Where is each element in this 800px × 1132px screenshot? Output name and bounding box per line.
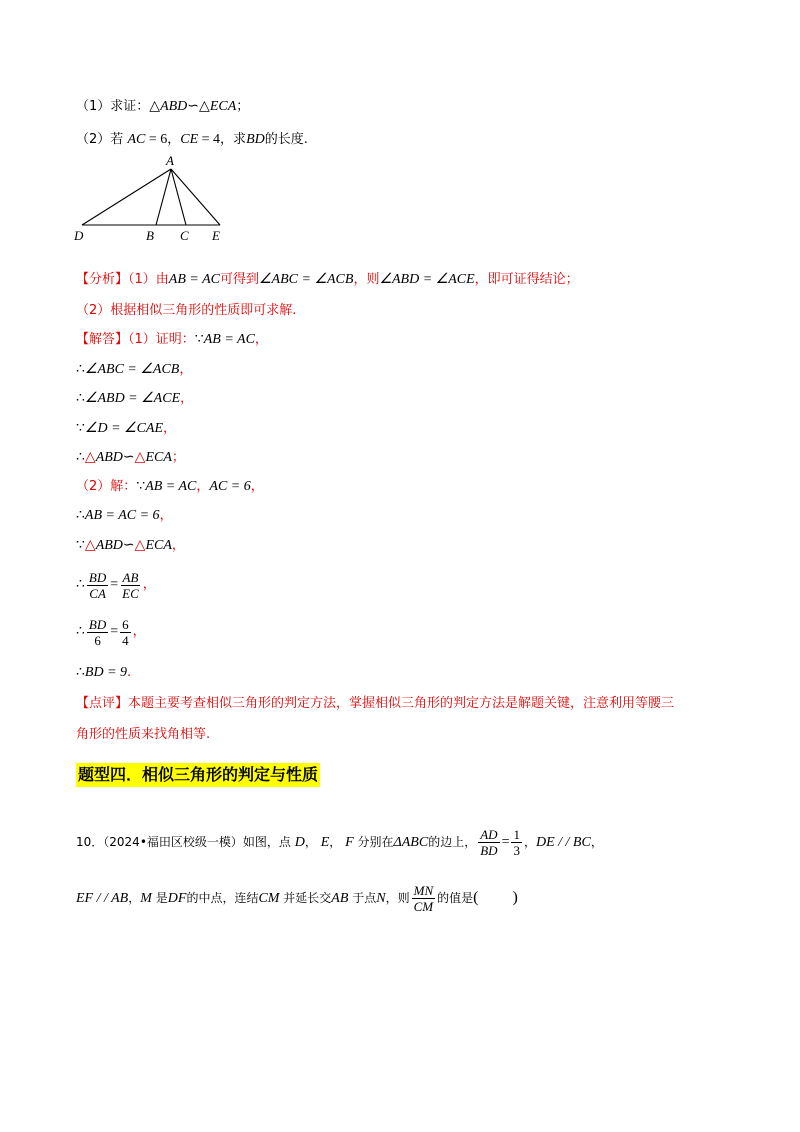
point-d: D: [294, 835, 305, 850]
numerator: AD: [480, 827, 498, 842]
part2-line: [76, 131, 308, 149]
triangle-symbol: △: [134, 450, 146, 465]
fraction-one-third: [511, 827, 522, 858]
equals-sign: =: [110, 577, 119, 592]
math-step: AC = 6: [209, 479, 251, 494]
denominator: 3: [513, 843, 520, 858]
text: （1）由: [128, 272, 169, 287]
triangle-symbol: △: [84, 538, 96, 553]
text: 的中点，连结: [186, 891, 259, 905]
part2-solution-label: （2）解：: [76, 479, 137, 494]
punctuation: ，: [142, 577, 156, 592]
punctuation: ，: [180, 391, 194, 406]
answer-paren-close: ): [512, 889, 518, 906]
text: ，则: [385, 891, 410, 905]
punctuation: ；: [236, 99, 250, 114]
punctuation: ，: [179, 362, 193, 377]
triangle-abc: ΔABC: [393, 835, 429, 850]
fraction-bd-ca: [87, 570, 108, 601]
solution-line7: [76, 507, 173, 525]
math-result: BD = 9: [84, 665, 128, 680]
math-bd: BD: [246, 132, 265, 147]
fraction-ab-ec: [120, 570, 141, 601]
math-value: = 6: [145, 132, 168, 147]
solution-line11: [76, 664, 131, 682]
math-de-parallel-bc: DE / / BC: [535, 835, 591, 850]
therefore-symbol: ∴: [76, 391, 85, 406]
similar-symbol: ∽: [187, 99, 200, 114]
numerator: MN: [413, 883, 434, 898]
triangle-figure: [70, 152, 240, 244]
math-ac: AC: [127, 132, 146, 147]
text: 可得到: [219, 272, 259, 287]
therefore-symbol: ∴: [76, 450, 85, 465]
equals-sign: =: [110, 624, 119, 639]
math-angle-eq: ∠ABC = ∠ACB: [259, 272, 354, 287]
denominator: CA: [89, 585, 106, 601]
segment-da: [82, 169, 171, 225]
triangle-abd: ABD: [95, 538, 123, 553]
punctuation: ，: [196, 479, 210, 494]
punctuation: ，: [132, 624, 146, 639]
section-heading: 题型四．相似三角形的判定与性质: [76, 763, 320, 787]
comment-text: 本题主要考查相似三角形的判定方法，掌握相似三角形的判定方法是解题关键，注意利用等腰三: [128, 696, 675, 711]
label-b: B: [146, 228, 154, 243]
punctuation: ，: [254, 332, 268, 347]
solution-line10: [76, 614, 146, 651]
point-e: E: [320, 835, 330, 850]
point-f: F: [345, 835, 354, 850]
because-symbol: ∵: [194, 332, 204, 347]
text: 于点: [352, 891, 377, 905]
solution-line4: [76, 420, 176, 438]
therefore-symbol: ∴: [76, 665, 85, 680]
punctuation: ，: [304, 835, 317, 849]
punctuation: ，: [523, 835, 536, 849]
part1-line: [76, 98, 249, 116]
part1-text: 求证：: [110, 99, 150, 114]
solution-line8: [76, 537, 185, 555]
fraction-6-4: [120, 617, 131, 648]
part2-number: （2）: [76, 132, 111, 147]
triangle-symbol: △: [134, 538, 146, 553]
denominator: 6: [94, 632, 101, 648]
fraction-mn-cm: [412, 883, 436, 914]
math-ce: CE: [180, 132, 199, 147]
math-step: AB = AC: [145, 479, 197, 494]
denominator: 4: [122, 632, 129, 648]
therefore-symbol: ∴: [76, 508, 85, 523]
part1-number: （1）: [76, 99, 111, 114]
text: ，求: [220, 132, 247, 147]
text: 分别在: [357, 835, 394, 849]
text: 的长度.: [264, 132, 308, 147]
segment-ab: AB: [331, 891, 349, 906]
analysis-line2: （2）根据相似三角形的性质即可求解.: [76, 303, 297, 318]
solution-line5: [76, 449, 185, 467]
similar-symbol: ∽: [122, 538, 135, 553]
answer-paren-open: (: [473, 889, 479, 906]
denominator: BD: [480, 843, 498, 858]
therefore-symbol: ∴: [76, 624, 85, 639]
triangle-eca: ECA: [209, 99, 237, 114]
label-d: D: [74, 228, 84, 243]
math-step: AB = AC: [203, 332, 255, 347]
question10-line2: [76, 876, 518, 921]
solution-line2: [76, 361, 192, 379]
triangle-symbol: △: [149, 99, 161, 114]
numerator: BD: [88, 569, 107, 585]
punctuation: ，: [171, 538, 185, 553]
punctuation: ；: [171, 450, 185, 465]
triangle-symbol: △: [199, 99, 210, 114]
text: 若: [110, 132, 124, 147]
text: 是: [155, 891, 168, 905]
punctuation: ，: [250, 479, 264, 494]
triangle-symbol: △: [84, 450, 96, 465]
solution-line6: [76, 478, 264, 496]
punctuation: ，: [163, 421, 177, 436]
punctuation: ，: [159, 508, 173, 523]
question-number: 10．: [76, 835, 104, 849]
because-symbol: ∵: [76, 538, 85, 553]
numerator: 1: [513, 827, 520, 842]
solution-line1: [76, 331, 268, 349]
numerator: AB: [122, 569, 139, 585]
triangle-eca: ECA: [145, 538, 172, 553]
label-e: E: [212, 228, 220, 243]
punctuation: ，: [128, 891, 141, 905]
math-ab-eq-ac: AB = AC: [168, 272, 220, 287]
denominator: EC: [122, 585, 139, 601]
solution-tag: 【解答】: [76, 332, 129, 347]
text: ，即可证得结论；: [474, 272, 579, 287]
math-step: ∠ABD = ∠ACE: [84, 391, 181, 406]
math-step: AB = AC = 6: [84, 508, 160, 523]
math-value: = 4: [198, 132, 221, 147]
comment-tag: 【点评】: [76, 696, 129, 711]
label-c: C: [180, 228, 189, 243]
punctuation: ，: [167, 132, 181, 147]
point-n: N: [376, 891, 386, 906]
triangle-abd: ABD: [95, 450, 123, 465]
because-symbol: ∵: [136, 479, 146, 494]
analysis-line1: [76, 271, 579, 289]
punctuation: ，: [590, 835, 603, 849]
math-step: ∠ABC = ∠ACB: [84, 362, 180, 377]
question-source: （2024•福田区校级一模）: [103, 835, 243, 849]
segment-cm: CM: [258, 891, 280, 906]
point-m: M: [140, 891, 152, 906]
solution-line9: [76, 567, 156, 604]
punctuation: ，: [329, 835, 342, 849]
therefore-symbol: ∴: [76, 577, 85, 592]
text: 的值是: [437, 891, 474, 905]
text: 的边上，: [428, 835, 477, 849]
punctuation: .: [127, 665, 132, 680]
math-angle-eq: ∠ABD = ∠ACE: [379, 272, 475, 287]
equals-sign: =: [501, 834, 510, 850]
label-a: A: [166, 153, 174, 168]
text: 如图，点: [242, 835, 291, 849]
comment-line2: 角形的性质来找角相等.: [76, 727, 211, 742]
therefore-symbol: ∴: [76, 362, 85, 377]
math-ef-parallel-ab: EF / / AB: [76, 891, 129, 906]
numerator: 6: [122, 616, 129, 632]
triangle-abd: ABD: [160, 99, 188, 114]
segment-df: DF: [167, 891, 187, 906]
text: （1）证明：: [128, 332, 195, 347]
similar-symbol: ∽: [122, 450, 135, 465]
analysis-tag: 【分析】: [76, 272, 129, 287]
solution-line3: [76, 390, 193, 408]
numerator: BD: [88, 616, 107, 632]
because-symbol: ∵: [76, 421, 85, 436]
math-step: ∠D = ∠CAE: [84, 421, 164, 436]
comment-line1: [76, 695, 674, 713]
text: 并延长交: [283, 891, 332, 905]
fraction-bd-6: [87, 617, 108, 648]
question10-line1: [76, 822, 603, 863]
text: ，则: [353, 272, 380, 287]
denominator: CM: [413, 899, 434, 914]
triangle-eca: ECA: [145, 450, 172, 465]
fraction-ad-bd: [478, 827, 499, 858]
